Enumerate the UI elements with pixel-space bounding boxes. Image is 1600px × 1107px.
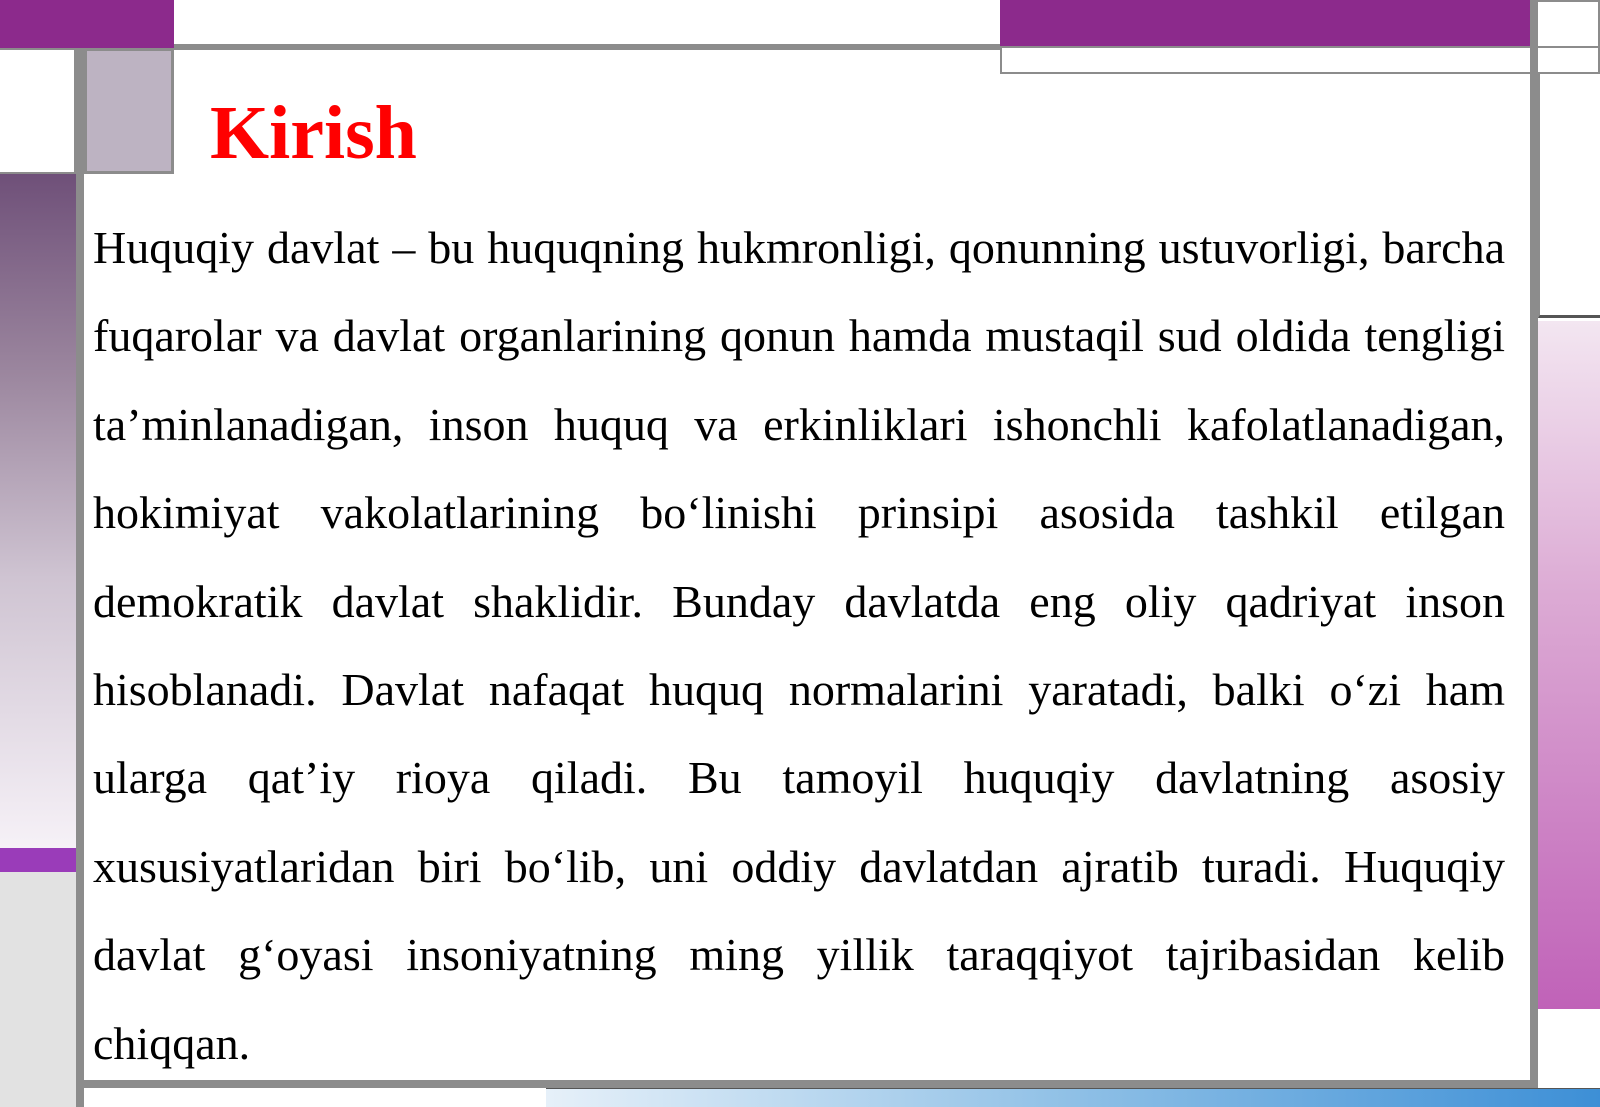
top-right-outline-box: [1000, 48, 1600, 74]
left-gradient-panel: [0, 174, 76, 848]
top-right-purple-bar: [1000, 0, 1530, 48]
left-frame-line: [76, 48, 84, 1107]
left-purple-stripe: [0, 848, 76, 872]
top-left-purple-bar: [0, 0, 174, 48]
right-gradient-panel: [1538, 321, 1600, 1009]
right-white-box: [1538, 74, 1600, 318]
slide-body-text: Huquqiy davlat – bu huquqning hukmronligi, qonunning ustuvorligi, barcha fuqarolar va davlat organlarining qonun hamda mustaqil sud oldida tengligi ta’minlanadigan, inson huquq va erkinliklari ishonchli kafolatlanadigan, hokimiyat vakolatlarining bo‘linishi prinsipi asosida tashkil etilgan demokratik davlat shaklidir. Bunday davlatda eng oliy qadriyat inson hisoblanadi. Davlat nafaqat huquq normalarini yaratadi, balki o‘zi ham ularga qat’iy rioya qiladi. Bu tamoyil huquqiy davlatning asosiy xususiyatlaridan biri bo‘lib, uni oddiy davlatdan ajratib turadi. Huquqiy davlat g‘oyasi insoniyatning ming yillik taraqqiyot tajribasidan kelib chiqqan.: [93, 222, 1505, 1069]
top-corner-box: [1530, 0, 1600, 48]
title-grey-square: [84, 48, 174, 174]
right-frame-line: [1530, 0, 1538, 1088]
slide-title: Kirish: [210, 91, 417, 175]
bottom-blue-bar: [546, 1088, 1600, 1107]
left-bottom-panel: [0, 872, 76, 1107]
top-divider-line: [174, 44, 1000, 50]
left-white-box: [0, 48, 76, 174]
